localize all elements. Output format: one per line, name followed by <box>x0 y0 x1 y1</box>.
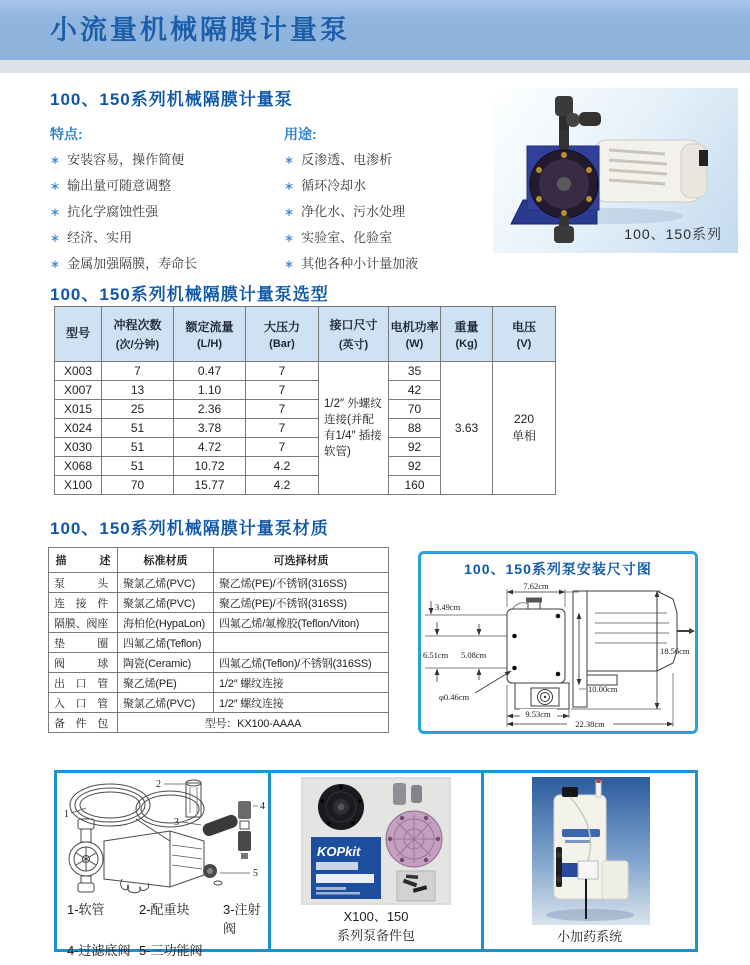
callout-number: 1 <box>64 809 69 820</box>
column-header-flow: 额定流量 (L/H) <box>174 307 246 362</box>
accessory-label: 1-软管 <box>67 902 105 917</box>
desc-cell: 入 口 管 <box>49 693 118 713</box>
desc-cell: 出 口 管 <box>49 673 118 693</box>
asterisk-bullet-icon: ∗ <box>50 231 61 245</box>
desc-cell: 备 件 包 <box>49 713 118 733</box>
column-header-model: 型号 <box>55 307 102 362</box>
value-cell: 7 <box>246 438 319 457</box>
value-cell: 92 <box>389 457 441 476</box>
std-cell: 聚氯乙烯(PVC) <box>118 593 214 613</box>
dimension-label: 10.00cm <box>588 684 618 694</box>
value-cell: 42 <box>389 381 441 400</box>
desc-cell: 隔膜、阀座 <box>49 613 118 633</box>
column-header-weight: 重量 (Kg) <box>441 307 493 362</box>
dimension-label: φ0.46cm <box>439 692 470 702</box>
dimension-label: 3.49cm <box>435 602 461 612</box>
value-cell: 160 <box>389 476 441 495</box>
callout-number: 5 <box>253 868 258 879</box>
column-header-pressure: 大压力 (Bar) <box>246 307 319 362</box>
accessory-label: 4-过滤底阀 <box>67 943 131 958</box>
accessory-label: 3-注射阀 <box>223 902 261 936</box>
kopkit-label: KOPkit <box>316 844 361 859</box>
feature-item: ∗ 经济、实用 <box>50 230 133 245</box>
model-cell: X100 <box>55 476 102 495</box>
dimension-label: 5.08cm <box>461 650 487 660</box>
bottom-gallery <box>54 770 698 958</box>
feature-item: ∗ 金属加强隔膜，寿命长 <box>50 256 198 271</box>
value-cell: 7 <box>102 362 174 381</box>
value-cell: 7 <box>246 381 319 400</box>
asterisk-bullet-icon: ∗ <box>284 153 295 167</box>
install-diagram-title: 100、150系列泵安装尺寸图 <box>464 561 652 577</box>
asterisk-bullet-icon: ∗ <box>50 153 61 167</box>
accessory-label: 5-三功能阀 <box>139 943 203 958</box>
value-cell: 70 <box>389 400 441 419</box>
table-row <box>49 673 389 693</box>
install-diagram-panel <box>418 551 698 734</box>
use-item: ∗ 其他各种小计量加液 <box>284 256 419 271</box>
model-cell: X024 <box>55 419 102 438</box>
std-cell: 陶瓷(Ceramic) <box>118 653 214 673</box>
model-cell: X030 <box>55 438 102 457</box>
header-band <box>0 0 750 60</box>
table-row <box>49 633 389 653</box>
sparekit-photo <box>301 777 451 905</box>
dimension-label: 22.38cm <box>575 719 605 729</box>
product-photo <box>493 88 738 253</box>
value-cell: 3.78 <box>174 419 246 438</box>
feature-item: ∗ 抗化学腐蚀性强 <box>50 204 159 219</box>
column-header-description: 描 述 <box>49 548 118 573</box>
model-cell: X007 <box>55 381 102 400</box>
table-row <box>49 613 389 633</box>
accessory-label: 2-配重块 <box>139 902 190 917</box>
desc-cell: 泵 头 <box>49 573 118 593</box>
value-cell: 35 <box>389 362 441 381</box>
desc-cell: 阀 球 <box>49 653 118 673</box>
std-cell: 海柏伦(HypaLon) <box>118 613 214 633</box>
use-item: ∗ 循环冷却水 <box>284 178 367 193</box>
value-cell: 13 <box>102 381 174 400</box>
value-cell: 51 <box>102 419 174 438</box>
dimension-label: 18.56cm <box>660 646 690 656</box>
table-row <box>49 653 389 673</box>
asterisk-bullet-icon: ∗ <box>50 257 61 271</box>
page-title: 小流量机械隔膜计量泵 <box>50 15 350 45</box>
voltage-cell: 220 单相 <box>493 362 556 495</box>
accessories-panel <box>57 773 268 958</box>
table-row <box>49 593 389 613</box>
value-cell: 1.10 <box>174 381 246 400</box>
spare-kit-model-cell: 型号：KX100-AAAA <box>118 713 389 733</box>
value-cell: 0.47 <box>174 362 246 381</box>
use-item: ∗ 实验室、化验室 <box>284 230 393 245</box>
std-cell: 四氟乙烯(Teflon) <box>118 633 214 653</box>
value-cell: 4.72 <box>174 438 246 457</box>
materials-table <box>48 547 389 733</box>
accessories-drawing <box>58 775 270 899</box>
dimension-label: 7.62cm <box>523 581 549 591</box>
dimension-label: 9.53cm <box>525 709 551 719</box>
uses-list <box>284 124 514 277</box>
opt-cell: 四氟乙烯(Teflon)/不锈钢(316SS) <box>214 653 389 673</box>
table-row <box>49 573 389 593</box>
callout-number: 3 <box>174 817 179 828</box>
opt-cell: 四氟乙烯/氟橡胶(Teflon/Viton) <box>214 613 389 633</box>
model-cell: X003 <box>55 362 102 381</box>
table-row <box>49 693 389 713</box>
value-cell: 7 <box>246 400 319 419</box>
value-cell: 2.36 <box>174 400 246 419</box>
table-header-row <box>55 307 556 362</box>
selection-table-heading: 100、150系列机械隔膜计量泵选型 <box>50 285 329 304</box>
desc-cell: 垫 圈 <box>49 633 118 653</box>
std-cell: 聚氯乙烯(PVC) <box>118 573 214 593</box>
column-header-optional: 可选择材质 <box>214 548 389 573</box>
model-cell: X068 <box>55 457 102 476</box>
series-heading: 100、150系列机械隔膜计量泵 <box>50 90 293 109</box>
table-row <box>55 362 556 381</box>
asterisk-bullet-icon: ∗ <box>50 205 61 219</box>
opt-cell <box>214 633 389 653</box>
column-header-strokes: 冲程次数 (次/分钟) <box>102 307 174 362</box>
use-item: ∗ 反渗透、电渗析 <box>284 152 393 167</box>
column-header-standard: 标准材质 <box>118 548 214 573</box>
header-substrip <box>0 60 750 73</box>
accessory-labels <box>67 899 263 959</box>
opt-cell: 1/2″ 螺纹连接 <box>214 673 389 693</box>
sparekit-caption: X100、150 系列泵备件包 <box>337 909 416 943</box>
uses-label: 用途: <box>284 126 317 142</box>
install-diagram <box>421 579 695 731</box>
dosing-caption: 小加药系统 <box>557 929 623 944</box>
value-cell: 88 <box>389 419 441 438</box>
feature-item: ∗ 输出量可随意调整 <box>50 178 172 193</box>
dosing-panel <box>484 773 695 949</box>
table-header-row <box>49 548 389 573</box>
value-cell: 10.72 <box>174 457 246 476</box>
weight-cell: 3.63 <box>441 362 493 495</box>
model-cell: X015 <box>55 400 102 419</box>
value-cell: 15.77 <box>174 476 246 495</box>
dimension-label: 6.51cm <box>423 650 449 660</box>
asterisk-bullet-icon: ∗ <box>284 257 295 271</box>
feature-item: ∗ 安装容易，操作简便 <box>50 152 185 167</box>
asterisk-bullet-icon: ∗ <box>284 179 295 193</box>
asterisk-bullet-icon: ∗ <box>284 231 295 245</box>
callout-number: 4 <box>260 801 265 812</box>
asterisk-bullet-icon: ∗ <box>284 205 295 219</box>
value-cell: 7 <box>246 419 319 438</box>
sparekit-panel <box>268 773 485 949</box>
value-cell: 25 <box>102 400 174 419</box>
value-cell: 51 <box>102 457 174 476</box>
opt-cell: 1/2″ 螺纹连接 <box>214 693 389 713</box>
value-cell: 70 <box>102 476 174 495</box>
materials-table-heading: 100、150系列机械隔膜计量泵材质 <box>50 519 329 538</box>
std-cell: 聚乙烯(PE) <box>118 673 214 693</box>
column-header-interface: 接口尺寸 (英寸) <box>319 307 389 362</box>
value-cell: 7 <box>246 362 319 381</box>
photo-caption: 100、150系列 <box>624 226 722 242</box>
opt-cell: 聚乙烯(PE)/不锈钢(316SS) <box>214 593 389 613</box>
std-cell: 聚氯乙烯(PVC) <box>118 693 214 713</box>
value-cell: 4.2 <box>246 476 319 495</box>
use-item: ∗ 净化水、污水处理 <box>284 204 406 219</box>
asterisk-bullet-icon: ∗ <box>50 179 61 193</box>
value-cell: 51 <box>102 438 174 457</box>
opt-cell: 聚乙烯(PE)/不锈钢(316SS) <box>214 573 389 593</box>
column-header-voltage: 电压 (V) <box>493 307 556 362</box>
features-list <box>50 124 280 277</box>
value-cell: 4.2 <box>246 457 319 476</box>
table-row <box>49 713 389 733</box>
interface-note-cell: 1/2″ 外螺纹连接(并配有1/4″ 插接软管) <box>319 362 389 495</box>
callout-number: 2 <box>156 779 161 790</box>
features-label: 特点: <box>50 126 83 142</box>
column-header-power: 电机功率 (W) <box>389 307 441 362</box>
selection-table <box>54 306 556 495</box>
desc-cell: 连 接 件 <box>49 593 118 613</box>
dosing-photo <box>532 777 650 925</box>
value-cell: 92 <box>389 438 441 457</box>
